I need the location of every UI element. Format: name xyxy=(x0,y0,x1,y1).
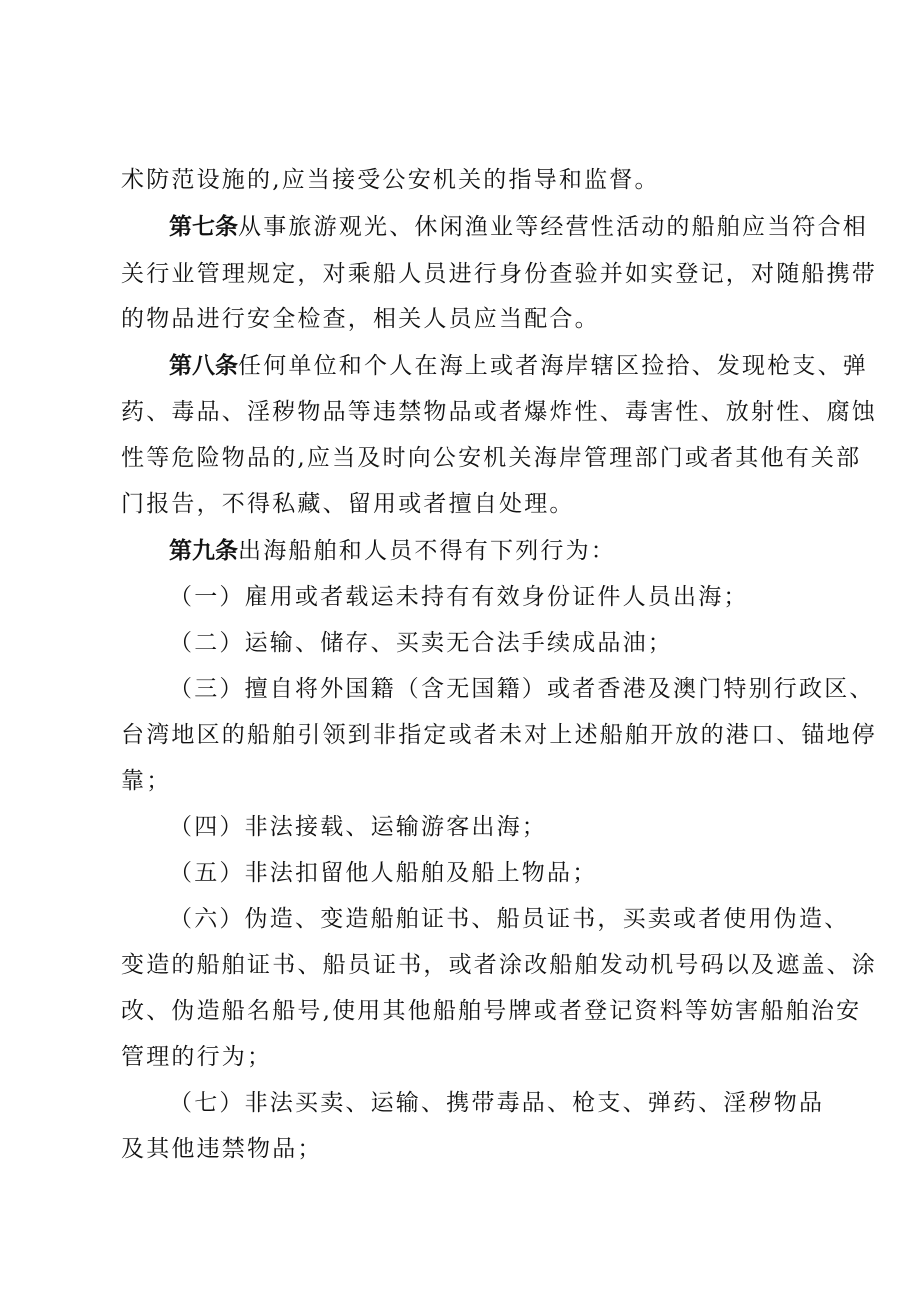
article-heading: 第七条 xyxy=(169,214,238,240)
text-line: 的物品进行安全检查，相关人员应当配合。 xyxy=(121,306,600,332)
list-item: （三）擅自将外国籍（含无国籍）或者香港及澳门特别行政区、 xyxy=(169,676,875,702)
text-line: 台湾地区的船舶引领到非指定或者未对上述船舶开放的港口、锚地停 xyxy=(121,722,877,748)
text-line: 关行业管理规定，对乘船人员进行身份查验并如实登记，对随船携带 xyxy=(121,261,877,287)
text-line: 管理的行为； xyxy=(121,1044,273,1070)
text-line: 药、毒品、淫秽物品等违禁物品或者爆炸性、毒害性、放射性、腐蚀 xyxy=(121,399,877,425)
list-item: （二）运输、储存、买卖无合法手续成品油； xyxy=(169,630,673,656)
text-line: 性等危险物品的,应当及时向公安机关海岸管理部门或者其他有关部 xyxy=(121,445,862,471)
article-8-first-line xyxy=(169,352,868,380)
text-line: 门报告，不得私藏、留用或者擅自处理。 xyxy=(121,491,575,517)
list-item: （四）非法接载、运输游客出海； xyxy=(169,814,547,840)
list-item: （七）非法买卖、运输、携带毒品、枪支、弹药、淫秽物品 xyxy=(169,1090,825,1116)
text-line: 改、伪造船名船号,使用其他船舶号牌或者登记资料等妨害船舶治安 xyxy=(121,998,862,1024)
list-item: （五）非法扣留他人船舶及船上物品； xyxy=(169,860,598,886)
list-item: （一）雇用或者载运未持有有效身份证件人员出海； xyxy=(169,584,749,610)
article-7-first-line xyxy=(169,213,868,241)
article-heading: 第九条 xyxy=(169,538,238,564)
text-span: 从事旅游观光、休闲渔业等经营性活动的船舶应当符合相 xyxy=(238,214,868,240)
text-span: 出海船舶和人员不得有下列行为： xyxy=(238,538,616,564)
text-line: 术防范设施的,应当接受公安机关的指导和监督。 xyxy=(121,167,660,193)
text-line: 及其他违禁物品； xyxy=(121,1136,323,1162)
text-line: 靠； xyxy=(121,768,172,794)
text-span: 任何单位和个人在海上或者海岸辖区捡拾、发现枪支、弹 xyxy=(238,353,868,379)
article-heading: 第八条 xyxy=(169,353,238,379)
article-9-first-line xyxy=(169,537,616,565)
list-item: （六）伪造、变造船舶证书、船员证书，买卖或者使用伪造、 xyxy=(169,906,850,932)
text-line: 变造的船舶证书、船员证书，或者涂改船舶发动机号码以及遮盖、涂 xyxy=(121,952,877,978)
